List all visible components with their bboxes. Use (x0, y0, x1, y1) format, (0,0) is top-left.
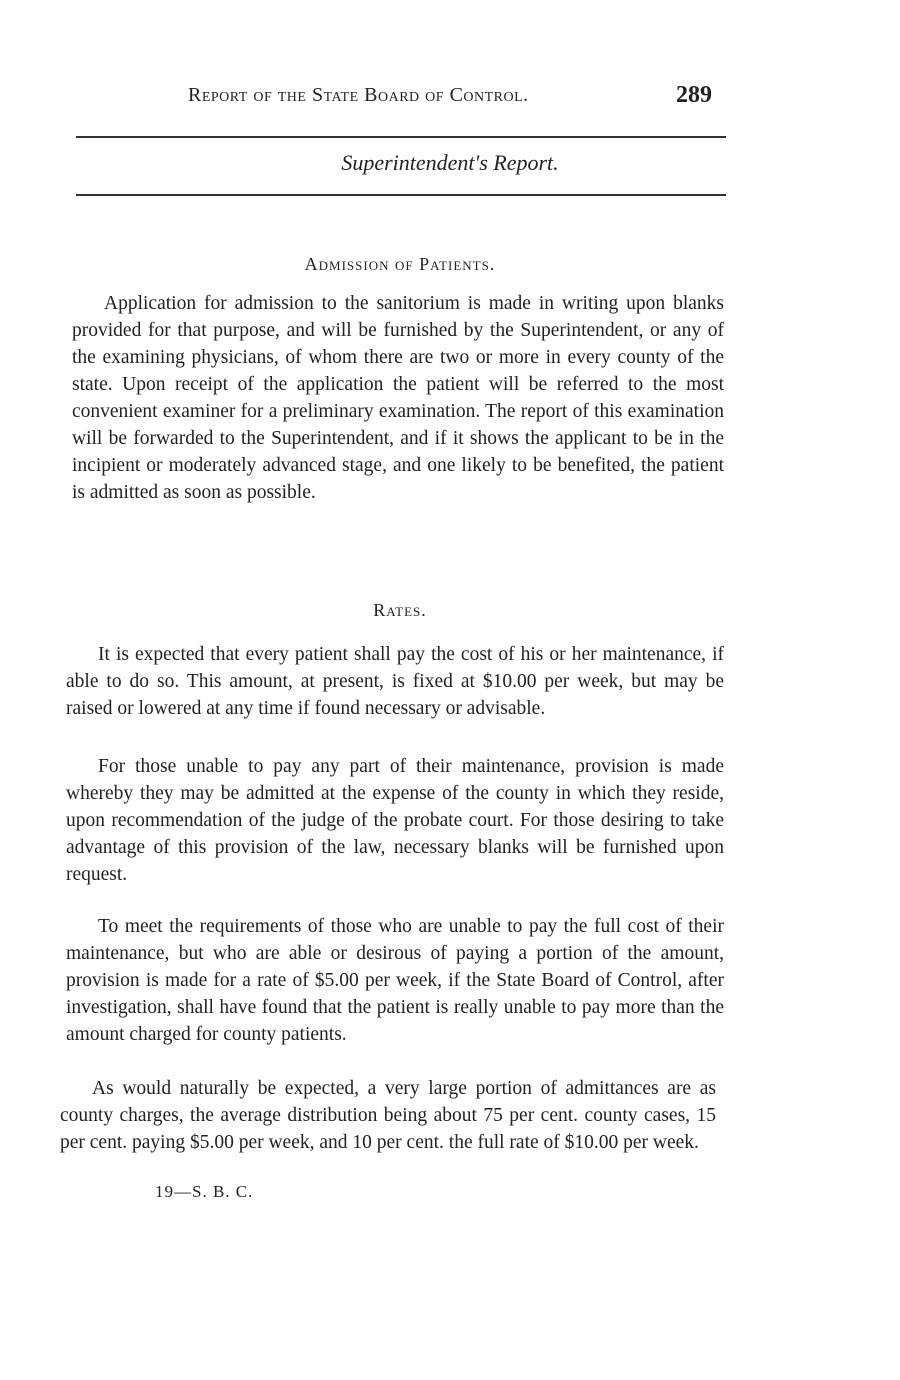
paragraph-rates-2: For those unable to pay any part of their maintenance, provision is made whereby they may be admitted at the expense of the county in which they reside, upon recommendation of the judge of the probate court. For those desiring to take advantage of this provision of the law, necessary blanks will be furnished upon request. (66, 756, 724, 885)
bottom-rule (76, 194, 726, 196)
running-title: Report of the State Board of Control. (188, 84, 529, 106)
running-head (0, 84, 900, 114)
page-number: 289 (676, 82, 712, 108)
top-rule (76, 136, 726, 138)
paragraph-admission: Application for admission to the sanitorium is made in writing upon blanks provided for that purpose, and will be furnished by the Superintendent, or any of the examining physicians, of whom there are two or more in every county of the state. Upon receipt of the application the patient will be referred to the most convenient examiner for a preliminary examination. The report of this examination will be forwarded to the Superintendent, and if it shows the applicant to be in the incipient or moderately advanced stage, and one likely to be benefited, the patient is admitted as soon as possible. (72, 293, 724, 503)
heading-admission-of-patients: Admission of Patients. (304, 254, 496, 274)
paragraph-rates-3: To meet the requirements of those who are unable to pay the full cost of their maintenance, but who are able or desirous of paying a portion of the amount, provision is made for a rate of $5.00 per week, if the State Board of Control, after investigation, shall have found that the patient is really unable to pay more than the amount charged for county patients. (66, 916, 724, 1045)
heading-rates: Rates. (373, 600, 427, 620)
paragraph-rates-4: As would naturally be expected, a very large portion of admittances are as county charges, the average distribution being about 75 per cent. county cases, 15 per cent. paying $5.00 per week, and 10 per cent. the full rate of $10.00 per week. (60, 1078, 716, 1153)
section-title: Superintendent's Report. (341, 150, 559, 175)
paragraph-rates-1: It is expected that every patient shall pay the cost of his or her maintenance, if able to do so. This amount, at present, is fixed at $10.00 per week, but may be raised or lowered at any time if found necessary or advisable. (66, 644, 724, 719)
signature-mark: 19—S. B. C. (155, 1182, 254, 1201)
